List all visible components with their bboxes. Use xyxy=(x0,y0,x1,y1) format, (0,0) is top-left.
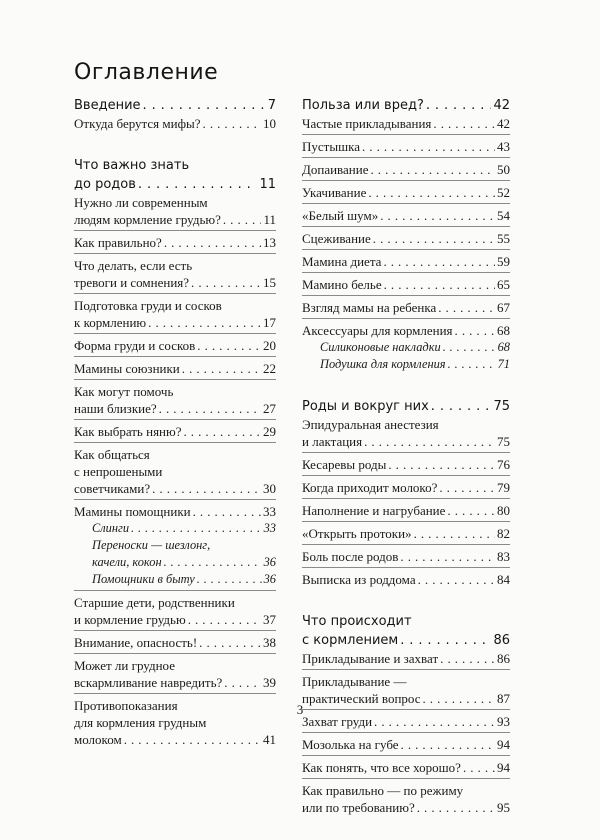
toc-entry xyxy=(74,257,276,294)
toc-entry-list xyxy=(302,416,510,590)
toc-entry-row xyxy=(302,525,510,542)
toc-section xyxy=(74,156,276,750)
dot-leader xyxy=(184,423,262,440)
toc-entry-page: 30 xyxy=(263,481,276,496)
toc-entry-text: советчиками? xyxy=(74,481,151,496)
dot-leader xyxy=(188,611,261,628)
section-heading-row xyxy=(74,175,276,194)
toc-entry-text: наши близкие? xyxy=(74,401,157,416)
toc-entry-page: 95 xyxy=(497,800,510,815)
toc-entry-row xyxy=(74,634,276,651)
toc-entry-row xyxy=(302,299,510,316)
dot-leader xyxy=(373,230,495,247)
dot-leader xyxy=(439,479,495,496)
toc-entry-text: для кормления грудным xyxy=(74,715,207,730)
dot-leader xyxy=(223,211,262,228)
section-heading-page: 75 xyxy=(493,399,510,414)
toc-subentry-text: Слинги xyxy=(92,521,130,535)
toc-subentry-text: Помощники в быту xyxy=(92,572,195,586)
toc-entry xyxy=(302,736,510,756)
section-heading-text: Польза или вред? xyxy=(302,98,424,113)
toc-section xyxy=(302,397,510,590)
toc-entry-row xyxy=(74,274,276,291)
toc-entry-text: «Белый шум» xyxy=(302,208,379,223)
dot-leader xyxy=(191,274,261,291)
section-heading-row xyxy=(302,397,510,416)
toc-entry-row xyxy=(74,503,276,520)
toc-entry-row xyxy=(302,759,510,776)
toc-entry-row xyxy=(74,400,276,417)
page-title: Оглавление xyxy=(74,60,219,85)
toc-entry-row xyxy=(302,276,510,293)
section-heading-text: Что важно знать xyxy=(74,158,190,173)
toc-entry-page: 42 xyxy=(497,116,510,131)
toc-entry-text: Внимание, опасность! xyxy=(74,635,198,650)
dot-leader xyxy=(364,433,495,450)
toc-entry-text: Сцеживание xyxy=(302,231,371,246)
toc-entry-text: Когда приходит молоко? xyxy=(302,480,438,495)
toc-entry xyxy=(302,161,510,181)
toc-entry-list xyxy=(74,194,276,750)
toc-entry-text: Аксессуары для кормления xyxy=(302,323,453,338)
toc-entry-text: Наполнение и нагрубание xyxy=(302,503,446,518)
section-heading-text: с кормлением xyxy=(302,633,399,648)
dot-leader xyxy=(388,456,495,473)
toc-entry xyxy=(302,322,510,375)
toc-entry-text: Может ли грудное xyxy=(74,658,175,673)
toc-subentry-row xyxy=(74,571,276,588)
toc-subentry-page: 68 xyxy=(497,340,510,354)
dot-leader xyxy=(199,634,261,651)
toc-entry xyxy=(74,194,276,231)
toc-entry xyxy=(302,138,510,158)
toc-subentry-page: 36 xyxy=(263,572,276,586)
toc-entry xyxy=(74,657,276,694)
toc-entry xyxy=(302,548,510,568)
toc-entry-text: Мамино белье xyxy=(302,277,382,292)
toc-section xyxy=(302,96,510,375)
toc-entry-text: Частые прикладывания xyxy=(302,116,432,131)
toc-entry-page: 17 xyxy=(263,315,276,330)
dot-leader xyxy=(143,96,266,115)
toc-entry xyxy=(74,503,276,591)
toc-entry-page: 75 xyxy=(497,434,510,449)
toc-entry-text: людям кормление грудью? xyxy=(74,212,221,227)
toc-entry xyxy=(302,207,510,227)
toc-entry-page: 83 xyxy=(497,549,510,564)
toc-entry xyxy=(302,650,510,670)
toc-entry-list xyxy=(302,115,510,375)
toc-entry-row xyxy=(302,479,510,496)
toc-entry-row xyxy=(74,314,276,331)
section-heading-text: до родов xyxy=(74,177,136,192)
toc-entry-text: Откуда берутся мифы? xyxy=(74,116,201,131)
toc-subentry-page: 36 xyxy=(263,555,276,569)
dot-leader xyxy=(417,799,495,816)
dot-leader xyxy=(418,571,495,588)
toc-entry-text: Нужно ли современным xyxy=(74,195,208,210)
toc-entry-page: 84 xyxy=(497,572,510,587)
section-heading-page: 11 xyxy=(259,177,276,192)
toc-entry-row xyxy=(302,115,510,132)
toc-subentry-text: Подушка для кормления xyxy=(320,357,446,371)
toc-entry-page: 27 xyxy=(263,401,276,416)
toc-entry-page: 52 xyxy=(497,185,510,200)
toc-entry xyxy=(302,782,510,818)
toc-entry xyxy=(302,184,510,204)
toc-entry-row xyxy=(302,433,510,450)
toc-entry-text: Как понять, что все хорошо? xyxy=(302,760,461,775)
dot-leader xyxy=(380,207,495,224)
dot-leader xyxy=(383,253,495,270)
toc-entry-text: Форма груди и сосков xyxy=(74,338,196,353)
toc-entry-page: 87 xyxy=(497,691,510,706)
dot-leader xyxy=(203,115,261,132)
dot-leader xyxy=(455,322,495,339)
dot-leader xyxy=(164,234,261,251)
toc-subentry-page: 33 xyxy=(263,521,276,535)
toc-entry-row xyxy=(74,360,276,377)
toc-entry-page: 20 xyxy=(263,338,276,353)
toc-entry-page: 94 xyxy=(497,760,510,775)
toc-entry-page: 55 xyxy=(497,231,510,246)
dot-leader xyxy=(414,525,495,542)
toc-entry-text: Кесаревы роды xyxy=(302,457,387,472)
toc-entry-text: с непрошеными xyxy=(74,464,163,479)
toc-entry-page: 11 xyxy=(263,212,276,227)
toc-entry xyxy=(74,423,276,443)
dot-leader xyxy=(401,736,495,753)
toc-entry-page: 50 xyxy=(497,162,510,177)
dot-leader xyxy=(138,175,258,194)
toc-entry xyxy=(74,634,276,654)
section-heading-text: Что происходит xyxy=(302,614,412,629)
toc-entry-row xyxy=(74,234,276,251)
toc-entry-text: или по требованию? xyxy=(302,800,415,815)
dot-leader xyxy=(384,276,495,293)
toc-entry-row xyxy=(302,548,510,565)
toc-entry-page: 10 xyxy=(263,116,276,131)
toc-entry xyxy=(302,230,510,250)
dot-leader xyxy=(159,400,261,417)
toc-entry-page: 33 xyxy=(263,504,276,519)
toc-entry-text: практический вопрос xyxy=(302,691,421,706)
toc-entry xyxy=(302,276,510,296)
section-heading-row xyxy=(302,96,510,115)
toc-entry-page: 38 xyxy=(263,635,276,650)
toc-entry-row xyxy=(74,611,276,628)
section-heading-text: Роды и вокруг них xyxy=(302,399,429,414)
toc-subentry-row xyxy=(74,520,276,537)
dot-leader xyxy=(431,397,492,416)
toc-entry-text: вскармливание навредить? xyxy=(74,675,223,690)
toc-entry-row xyxy=(302,799,510,816)
toc-entry-page: 29 xyxy=(263,424,276,439)
toc-entry-row xyxy=(74,731,276,748)
toc-entry-text: Как общаться xyxy=(74,447,150,462)
toc-entry-text: Мамины помощники xyxy=(74,504,191,519)
dot-leader xyxy=(182,360,261,377)
dot-leader xyxy=(368,184,495,201)
toc-entry-row xyxy=(302,138,510,155)
toc-entry-page: 76 xyxy=(497,457,510,472)
dot-leader xyxy=(124,731,261,748)
toc-entry-text: молоком xyxy=(74,732,122,747)
toc-entry xyxy=(74,337,276,357)
toc-entry xyxy=(74,383,276,420)
toc-entry-page: 39 xyxy=(263,675,276,690)
toc-entry xyxy=(302,253,510,273)
toc-entry-page: 41 xyxy=(263,732,276,747)
toc-entry-row xyxy=(302,650,510,667)
toc-entry-row xyxy=(302,161,510,178)
toc-entry-text: Взгляд мамы на ребенка xyxy=(302,300,437,315)
toc-entry-text: Старшие дети, родственники xyxy=(74,595,235,610)
toc-entry-page: 65 xyxy=(497,277,510,292)
toc-entry xyxy=(74,446,276,500)
toc-entry xyxy=(74,234,276,254)
toc-entry-list xyxy=(74,115,276,134)
toc-entry-page: 86 xyxy=(497,651,510,666)
dot-leader xyxy=(152,480,261,497)
toc-entry xyxy=(302,502,510,522)
toc-entry-page: 82 xyxy=(497,526,510,541)
toc-entry-text: Что делать, если есть xyxy=(74,258,193,273)
toc-entry-page: 93 xyxy=(497,714,510,729)
toc-entry-text: Как правильно — по режиму xyxy=(302,783,464,798)
toc-entry-page: 15 xyxy=(263,275,276,290)
toc-entry-page: 94 xyxy=(497,737,510,752)
toc-entry xyxy=(302,115,510,135)
toc-entry xyxy=(74,360,276,380)
toc-entry-text: к кормлению xyxy=(74,315,147,330)
toc-entry-page: 54 xyxy=(497,208,510,223)
toc-entry xyxy=(302,525,510,545)
toc-entry-row xyxy=(302,736,510,753)
dot-leader xyxy=(463,759,495,776)
toc-entry-row xyxy=(74,115,276,132)
section-heading-page: 42 xyxy=(493,98,510,113)
dot-leader xyxy=(224,674,261,691)
toc-entry-text: Прикладывание — xyxy=(302,674,407,689)
toc-entry-row xyxy=(74,337,276,354)
dot-leader xyxy=(164,554,262,571)
toc-entry-text: Мозолька на губе xyxy=(302,737,399,752)
toc-entry-row xyxy=(302,502,510,519)
toc-entry-row xyxy=(302,322,510,339)
toc-subentry-row xyxy=(74,554,276,571)
toc-entry xyxy=(74,594,276,631)
toc-subentry-text: качели, кокон xyxy=(92,555,162,569)
toc-entry xyxy=(302,456,510,476)
section-heading-text: Введение xyxy=(74,98,141,113)
dot-leader xyxy=(131,520,262,537)
toc-subentry-row xyxy=(302,339,510,356)
toc-entry-row xyxy=(302,184,510,201)
toc-entry xyxy=(302,479,510,499)
toc-entry-text: Мамины союзники xyxy=(74,361,180,376)
toc-subentry-row xyxy=(302,356,510,373)
toc-entry-page: 68 xyxy=(497,323,510,338)
toc-entry xyxy=(302,571,510,590)
toc-entry-text: Прикладывание и захват xyxy=(302,651,439,666)
toc-entry-row xyxy=(74,674,276,691)
toc-entry-row xyxy=(302,571,510,588)
toc-entry-page: 59 xyxy=(497,254,510,269)
dot-leader xyxy=(438,299,495,316)
toc-entry-page: 79 xyxy=(497,480,510,495)
toc-entry-row xyxy=(74,480,276,497)
toc-entry-text: Как могут помочь xyxy=(74,384,174,399)
toc-entry xyxy=(302,759,510,779)
dot-leader xyxy=(148,314,261,331)
dot-leader xyxy=(362,138,495,155)
dot-leader xyxy=(400,548,495,565)
toc-entry-row xyxy=(302,230,510,247)
toc-entry xyxy=(302,416,510,453)
dot-leader xyxy=(400,631,491,650)
toc-entry-row xyxy=(74,423,276,440)
toc-entry-text: Укачивание xyxy=(302,185,367,200)
toc-entry xyxy=(302,299,510,319)
toc-entry-text: Захват груди xyxy=(302,714,373,729)
section-heading-page: 86 xyxy=(493,633,510,648)
dot-leader xyxy=(440,650,495,667)
toc-entry xyxy=(74,115,276,134)
toc-entry-text: Противопоказания xyxy=(74,698,178,713)
dot-leader xyxy=(433,115,495,132)
toc-entry-text: Подготовка груди и сосков xyxy=(74,298,222,313)
dot-leader xyxy=(426,96,492,115)
toc-entry-text: Допаивание xyxy=(302,162,369,177)
toc-right-column xyxy=(302,96,510,840)
dot-leader xyxy=(197,571,262,588)
dot-leader xyxy=(193,503,261,520)
page-number: 3 xyxy=(296,702,304,717)
toc-entry-text: Мамина диета xyxy=(302,254,382,269)
dot-leader xyxy=(443,339,496,356)
toc-entry-text: Боль после родов xyxy=(302,549,399,564)
toc-entry-row xyxy=(302,253,510,270)
toc-entry-row xyxy=(302,456,510,473)
section-heading-row xyxy=(74,96,276,115)
toc-entry-row xyxy=(74,211,276,228)
toc-entry-text: Эпидуральная анестезия xyxy=(302,417,439,432)
toc-entry-text: и лактация xyxy=(302,434,363,449)
toc-entry-text: Как правильно? xyxy=(74,235,162,250)
toc-entry-page: 22 xyxy=(263,361,276,376)
toc-subentry-text: Силиконовые накладки xyxy=(320,340,441,354)
toc-subentry-page: 71 xyxy=(497,357,510,371)
toc-subentry-text: Переноски — шезлонг, xyxy=(92,538,211,552)
toc-entry-text: Как выбрать няню? xyxy=(74,424,182,439)
toc-entry-text: «Открыть протоки» xyxy=(302,526,412,541)
toc-entry-page: 43 xyxy=(497,139,510,154)
toc-left-column xyxy=(74,96,276,772)
dot-leader xyxy=(197,337,261,354)
toc-entry-page: 37 xyxy=(263,612,276,627)
dot-leader xyxy=(447,502,495,519)
dot-leader xyxy=(370,161,495,178)
toc-section xyxy=(74,96,276,134)
section-heading-row xyxy=(302,631,510,650)
toc-entry-list xyxy=(302,650,510,818)
toc-entry-text: Выписка из роддома xyxy=(302,572,416,587)
toc-entry-text: и кормление грудью xyxy=(74,612,186,627)
dot-leader xyxy=(448,356,496,373)
section-heading-page: 7 xyxy=(267,98,276,113)
toc-entry-page: 80 xyxy=(497,503,510,518)
toc-entry-text: Пустышка xyxy=(302,139,360,154)
toc-entry-row xyxy=(302,207,510,224)
toc-entry xyxy=(74,297,276,334)
toc-entry-page: 13 xyxy=(263,235,276,250)
toc-entry-text: тревоги и сомнения? xyxy=(74,275,190,290)
toc-entry-page: 67 xyxy=(497,300,510,315)
